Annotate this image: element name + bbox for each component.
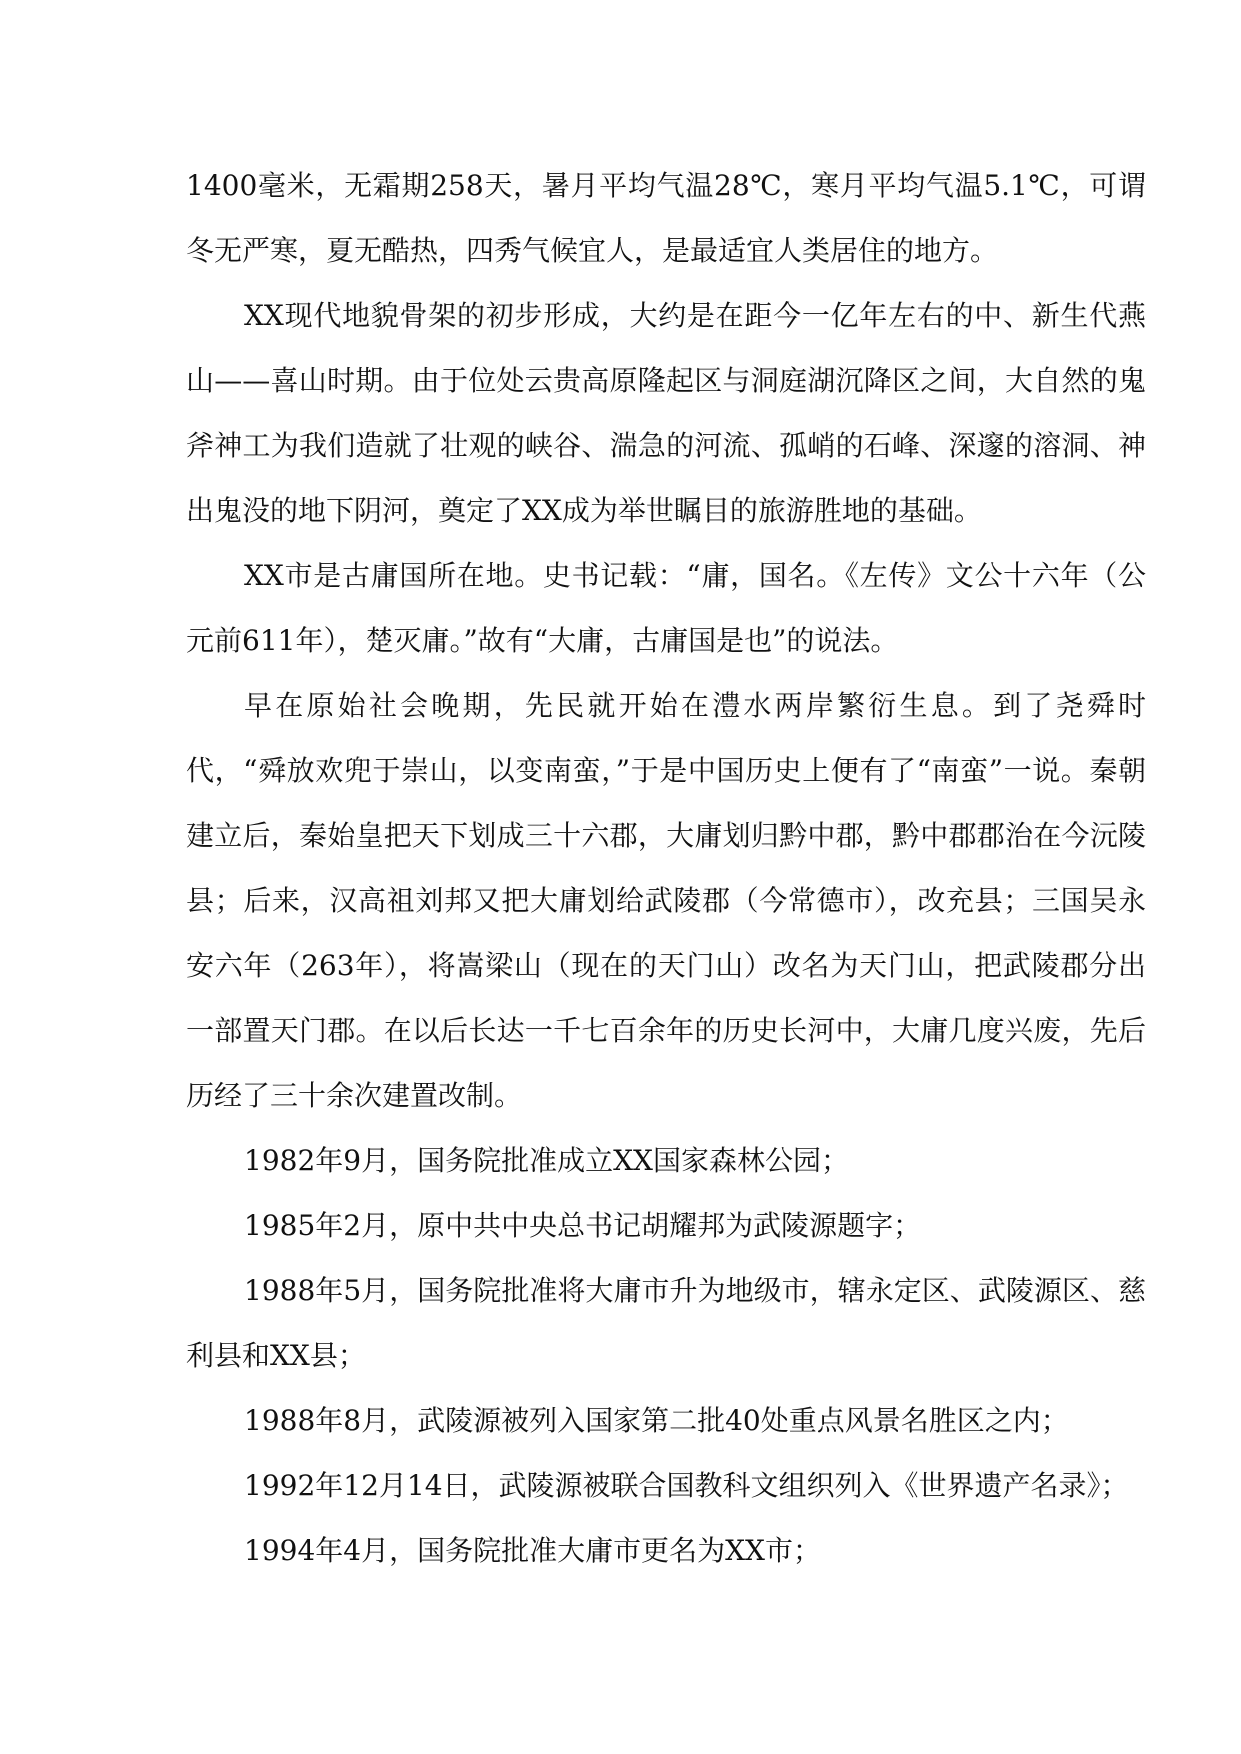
paragraph-event-1985: 1985年2月，原中共中央总书记胡耀邦为武陵源题字； bbox=[244, 1209, 922, 1242]
paragraph-event-1988-may: 1988年5月，国务院批准将大庸市升为地级市，辖永定区、武陵源区、慈利县和XX县； bbox=[186, 1274, 1146, 1372]
paragraph-event-1982: 1982年9月，国务院批准成立XX国家森林公园； bbox=[244, 1144, 849, 1177]
paragraph-event-1992: 1992年12月14日，武陵源被联合国教科文组织列入《世界遗产名录》； bbox=[244, 1469, 1129, 1502]
document-page bbox=[186, 153, 1146, 1583]
paragraph-event-1988-aug: 1988年8月，武陵源被列入国家第二批40处重点风景名胜区之内； bbox=[244, 1404, 1069, 1437]
paragraph-event-1994: 1994年4月，国务院批准大庸市更名为XX市； bbox=[244, 1534, 821, 1567]
paragraph-ancient-yong: XX市是古庸国所在地。史书记载：“庸，国名。《左传》文公十六年（公元前611年），楚灭庸。”故有“大庸，古庸国是也”的说法。 bbox=[186, 559, 1146, 657]
paragraph-climate: 1400毫米，无霜期258天，暑月平均气温28℃，寒月平均气温5.1℃，可谓冬无严寒，夏无酷热，四秀气候宜人，是最适宜人类居住的地方。 bbox=[186, 169, 1146, 267]
paragraph-geology: XX现代地貌骨架的初步形成，大约是在距今一亿年左右的中、新生代燕山——喜山时期。由于位处云贵高原隆起区与洞庭湖沉降区之间，大自然的鬼斧神工为我们造就了壮观的峡谷、湍急的河流、孤峭的石峰、深邃的溶洞、神出鬼没的地下阴河，奠定了XX成为举世瞩目的旅游胜地的基础。 bbox=[186, 299, 1146, 527]
paragraph-history: 早在原始社会晚期，先民就开始在澧水两岸繁衍生息。到了尧舜时代，“舜放欢兜于崇山，以变南蛮，”于是中国历史上便有了“南蛮”一说。秦朝建立后，秦始皇把天下划成三十六郡，大庸划归黔中郡，黔中郡郡治在今沅陵县；后来，汉高祖刘邦又把大庸划给武陵郡（今常德市），改充县；三国吴永安六年（263年），将嵩梁山（现在的天门山）改名为天门山，把武陵郡分出一部置天门郡。在以后长达一千七百余年的历史长河中，大庸几度兴废，先后历经了三十余次建置改制。 bbox=[186, 689, 1146, 1112]
